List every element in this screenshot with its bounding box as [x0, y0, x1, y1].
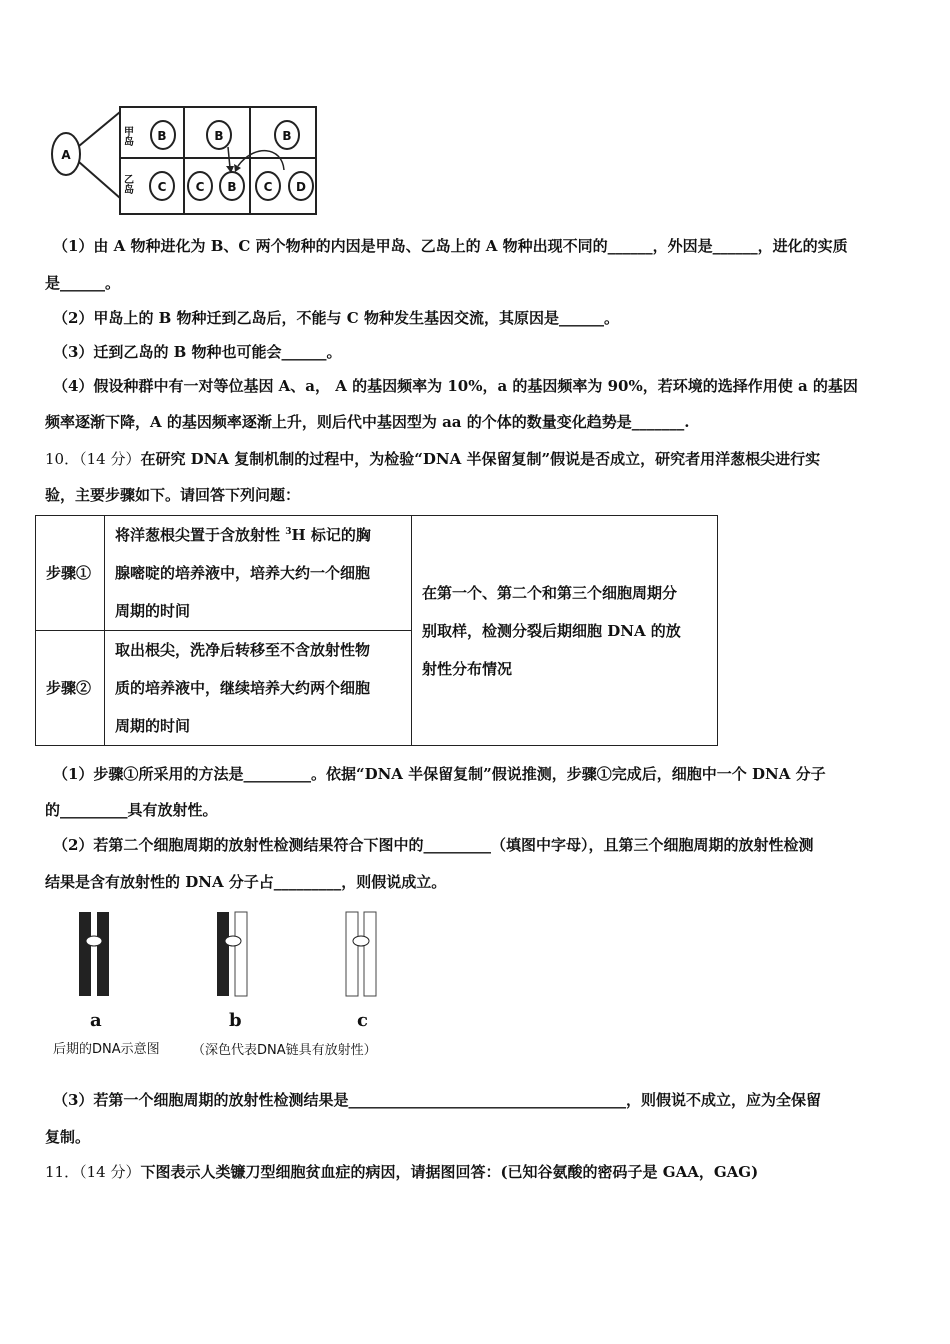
migration-arrow: [228, 147, 230, 168]
step2-desc-text: 质的培养液中，继续培养大约两个细胞: [115, 679, 371, 697]
step1-desc-text: 周期的时间: [115, 602, 191, 620]
dna-label-a: a: [90, 1010, 102, 1031]
q11-stem-text: 下图表示人类镰刀型细胞贫血症的病因，请据图回答：(已知谷氨酸的密码子是 GAA，GAG): [140, 1163, 759, 1181]
sampling-desc-text: 在第一个、第二个和第三个细胞周期分: [422, 583, 678, 602]
experiment-steps-table: [35, 515, 718, 746]
dna-label-c: c: [357, 1010, 368, 1031]
island-jia-label: 甲岛: [121, 126, 133, 146]
dna-c-strand-light: [364, 912, 376, 996]
step1-desc: [105, 516, 412, 631]
dna-a-centromere: [86, 936, 102, 946]
q9-part1-line1: （1）由 A 物种进化为 B、C 两个物种的内因是甲岛、乙岛上的 A 物种出现不同的______，外因是______，进化的实质: [53, 237, 848, 255]
q9-part3: （3）迁到乙岛的 B 物种也可能会______。: [53, 343, 342, 361]
step1-desc-text: 腺嘧啶的培养液中，培养大约一个细胞: [115, 564, 371, 582]
dna-label-b: b: [229, 1010, 242, 1031]
q10-number: 10．: [45, 450, 80, 468]
step2-label: 步骤②: [36, 631, 105, 746]
jia-species-label: B: [214, 129, 224, 143]
q10-part3-line1: （3）若第一个细胞周期的放射性检测结果是_____________________________________，则假说不成立，应为全保留: [53, 1091, 821, 1109]
q10-stem-line2: 验，主要步骤如下。请回答下列问题：: [45, 486, 301, 504]
dna-figure-caption-right: （深色代表DNA链具有放射性）: [192, 1043, 377, 1058]
q10-stem-line1: [45, 449, 820, 469]
step1-desc-text: H 标记的胸: [291, 526, 371, 544]
q9-part4-line2: 频率逐渐下降，A 的基因频率逐渐上升，则后代中基因型为 aa 的个体的数量变化趋势是_______.: [45, 413, 690, 431]
yi-species-label: C: [157, 180, 167, 194]
q10-part3-line2: 复制。: [45, 1128, 91, 1146]
jia-species-label: B: [282, 129, 292, 143]
island-speciation-figure: [48, 104, 323, 218]
dna-a-strand-dark: [79, 912, 91, 996]
step2-desc: [105, 631, 412, 746]
dna-a-strand-dark: [97, 912, 109, 996]
q10-stem-text: 在研究 DNA 复制机制的过程中，为检验“DNA 半保留复制”假说是否成立，研究者用洋葱根尖进行实: [140, 450, 821, 468]
dna-b-strand-dark: [217, 912, 229, 996]
yi-species-label: B: [227, 180, 237, 194]
dna-c-centromere: [353, 936, 369, 946]
step1-label: 步骤①: [36, 516, 105, 631]
dna-b-centromere: [225, 936, 241, 946]
q9-part2: （2）甲岛上的 B 物种迁到乙岛后，不能与 C 物种发生基因交流，其原因是______。: [53, 309, 619, 327]
step1-desc-text: 将洋葱根尖置于含放射性: [115, 526, 286, 544]
q10-score: （14 分）: [79, 450, 141, 468]
q9-part4-line1: （4）假设种群中有一对等位基因 A、a， A 的基因频率为 10%，a 的基因频率为 90%，若环境的选择作用使 a 的基因: [53, 377, 858, 395]
sampling-desc-text: 射性分布情况: [422, 659, 513, 678]
superscript-3: 3: [285, 527, 292, 537]
yi-species-label: C: [195, 180, 205, 194]
table-row: [36, 516, 718, 631]
species-a-label: A: [61, 148, 71, 162]
q10-part2-line1: （2）若第二个细胞周期的放射性检测结果符合下图中的_________（填图中字母），且第三个细胞周期的放射性检测: [53, 836, 814, 854]
yi-species-label: C: [263, 180, 273, 194]
arrowhead: [234, 164, 241, 172]
yi-species-label: D: [296, 180, 306, 194]
dna-figure-caption-left: 后期的DNA示意图: [53, 1042, 160, 1057]
q10-part1-line1: （1）步骤①所采用的方法是_________。依据“DNA 半保留复制”假说推测，步骤①完成后，细胞中一个 DNA 分子: [53, 765, 826, 783]
jia-species-label: B: [157, 129, 167, 143]
sampling-desc: [412, 516, 718, 746]
migration-arrow: [238, 151, 284, 170]
q10-part1-line2: 的_________具有放射性。: [45, 801, 218, 819]
q9-part1-line2: 是______。: [45, 274, 121, 292]
island-yi-label: 乙岛: [121, 174, 133, 194]
q11-score: （14 分）: [79, 1163, 141, 1181]
q11-number: 11．: [45, 1163, 80, 1181]
q10-part2-line2: 结果是含有放射性的 DNA 分子占_________，则假说成立。: [45, 873, 447, 891]
q11-stem: [45, 1162, 758, 1182]
dna-c-strand-light: [346, 912, 358, 996]
sampling-desc-text: 别取样，检测分裂后期细胞 DNA 的放: [422, 621, 681, 640]
step2-desc-text: 取出根尖，洗净后转移至不含放射性物: [115, 641, 371, 659]
dna-strand-figure: [70, 908, 390, 1000]
dna-b-strand-light: [235, 912, 247, 996]
step2-desc-text: 周期的时间: [115, 717, 191, 735]
